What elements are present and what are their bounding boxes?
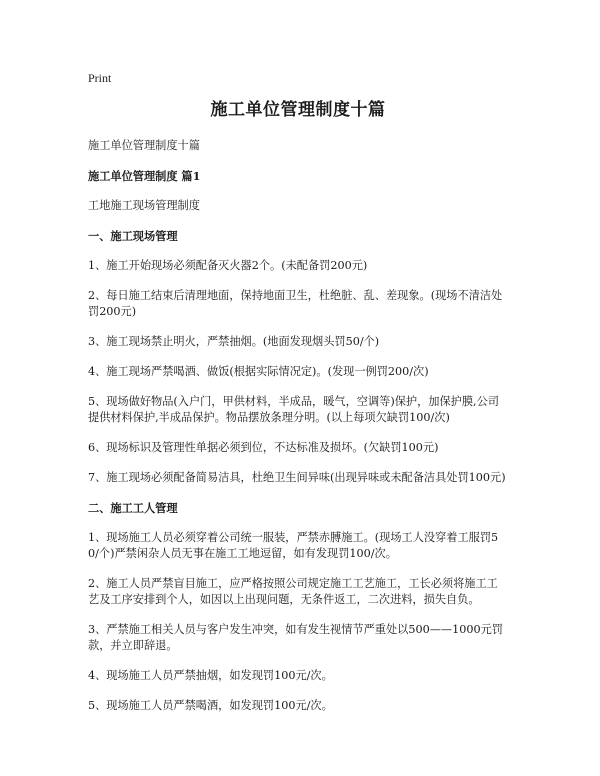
list-item: 3、严禁施工相关人员与客户发生冲突，如有发生视情节严重处以500——1000元罚款，并立即辞退。 xyxy=(88,623,503,652)
list-item: 1、现场施工人员必须穿着公司统一服装，严禁赤膊施工。(现场工人没穿着工服罚50/个)严禁闲杂人员无事在施工工地逗留，如有发现罚100/次。 xyxy=(88,531,499,560)
list-item: 1、施工开始现场必须配备灭火器2个。(未配备罚200元) xyxy=(88,259,368,272)
document-title: 施工单位管理制度十篇 xyxy=(210,100,386,120)
section-subtitle: 施工单位管理制度 篇1 xyxy=(88,169,201,183)
list-item: 2、施工人员严禁盲目施工，应严格按照公司规定施工工艺施工，工长必须将施工工艺及工序安排到个人，如因以上出现问题，无条件返工，二次进料，损失自负。 xyxy=(88,577,498,606)
list-item: 3、施工现场禁止明火，严禁抽烟。(地面发现烟头罚50/个) xyxy=(88,335,380,348)
doc-name: 工地施工现场管理制度 xyxy=(88,199,200,212)
list-item: 7、施工现场必须配备简易洁具，杜绝卫生间异味(出现异味或未配备洁具处罚100元) xyxy=(88,471,506,484)
intro-text: 施工单位管理制度十篇 xyxy=(88,139,200,152)
list-item: 2、每日施工结束后清理地面，保持地面卫生，杜绝脏、乱、差现象。(现场不清洁处罚200元) xyxy=(88,289,503,318)
section1-heading: 一、施工现场管理 xyxy=(88,229,178,243)
list-item: 4、现场施工人员严禁抽烟，如发现罚100元/次。 xyxy=(88,669,333,682)
print-label[interactable]: Print xyxy=(88,71,112,85)
list-item: 5、现场做好物品(入户门，甲供材料，半成品，暖气，空调等)保护，加保护膜,公司提供材料保护,半成品保护。物品摆放条理分明。(以上每项欠缺罚100/次) xyxy=(88,395,499,424)
list-item: 5、现场施工人员严禁喝酒，如发现罚100元/次。 xyxy=(88,699,333,712)
section2-heading: 二、施工工人管理 xyxy=(88,501,178,515)
list-item: 4、施工现场严禁喝酒、做饭(根据实际情况定)。(发现一例罚200/次) xyxy=(88,365,429,378)
list-item: 6、现场标识及管理性单据必须到位，不达标准及损坏。(欠缺罚100元) xyxy=(88,441,439,454)
